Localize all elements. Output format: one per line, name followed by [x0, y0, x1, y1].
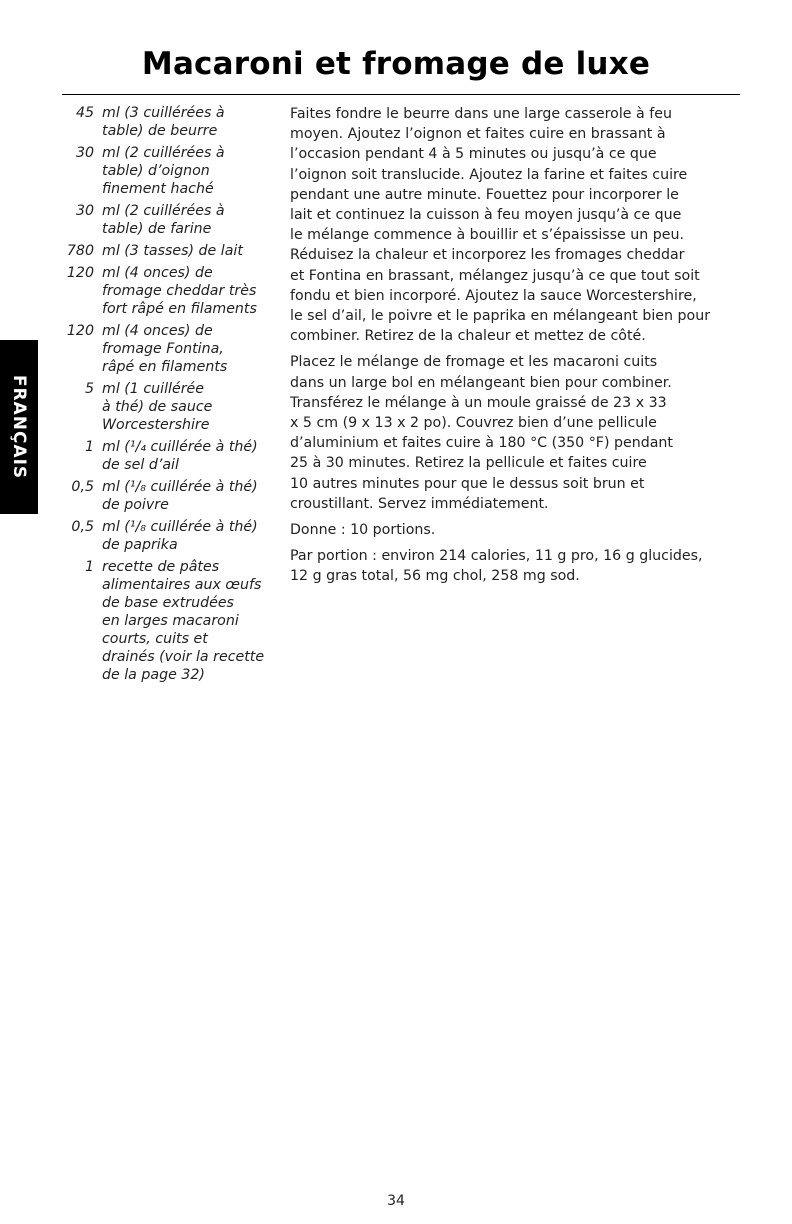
directions-step-sauce: Faites fondre le beurre dans une large casserole à feu moyen. Ajoutez l’oignon et faites cuire en brassant à l’occasion pendant 4 à 5 minutes ou jusqu’à ce que l’oignon soit translucide. Ajoutez la farine et faites cuire pendant une autre minute. Fouettez pour incorporer le lait et continuez la cuisson à feu moyen jusqu’à ce que le mélange commence à bouillir et s’épaississe un peu. Réduisez la chaleur et incorporez les fromages cheddar et Fontina en brassant, mélangez jusqu’à ce que tout soit fondu et bien incorporé. Ajoutez la sauce Worcestershire, le sel d’ail, le poivre et le paprika en mélangeant bien pour combiner. Retirez de la chaleur et mettez de côté.	[290, 106, 711, 345]
ingredient-item	[54, 202, 280, 238]
ingredient-item	[54, 104, 280, 140]
page-number: 34	[387, 1193, 405, 1209]
directions-step-bake: Placez le mélange de fromage et les macaroni cuits dans un large bol en mélangeant bien pour combiner. Transférez le mélange à un moule graissé de 23 x 33 x 5 cm (9 x 13 x 2 po). Couvrez bien d’une pellicule d’aluminium et faites cuire à 180 °C (350 °F) pendant 25 à 30 minutes. Retirez la pellicule et faites cuire 10 autres minutes pour que le dessus soit brun et croustillant. Servez immédiatement.	[290, 354, 673, 512]
ingredient-item	[54, 438, 280, 474]
ingredient-description: ml (¹/₄ cuillérée à thé) de sel d’ail	[102, 439, 258, 473]
ingredient-quantity: 30	[75, 145, 94, 161]
ingredient-quantity: 45	[75, 105, 94, 121]
title-divider	[62, 94, 740, 95]
language-tab	[0, 340, 38, 514]
recipe-directions	[290, 104, 742, 593]
ingredient-description: ml (4 onces) de fromage cheddar très fort râpé en filaments	[102, 265, 257, 317]
ingredient-description: ml (2 cuillérées à table) de farine	[102, 203, 225, 237]
ingredient-description: ml (4 onces) de fromage Fontina, râpé en filaments	[102, 323, 228, 375]
ingredient-quantity: 30	[75, 203, 94, 219]
ingredient-item	[54, 558, 280, 684]
ingredient-description: ml (3 tasses) de lait	[102, 243, 243, 259]
ingredient-description: ml (2 cuillérées à table) d’oignon finement haché	[102, 145, 225, 197]
ingredient-item	[54, 264, 280, 318]
ingredient-quantity: 0,5	[71, 519, 94, 535]
ingredient-description: ml (1 cuillérée à thé) de sauce Worcestershire	[102, 381, 213, 433]
ingredient-description: recette de pâtes alimentaires aux œufs de base extrudées en larges macaroni courts, cuits et drainés (voir la recette de la page 32)	[102, 559, 265, 683]
nutrition-info: Par portion : environ 214 calories, 11 g pro, 16 g glucides, 12 g gras total, 56 mg chol, 258 mg sod.	[290, 548, 703, 585]
ingredient-quantity: 120	[66, 323, 94, 339]
yield-text: Donne : 10 portions.	[290, 522, 436, 539]
language-tab-label: FRANÇAIS	[9, 374, 29, 480]
ingredient-item	[54, 322, 280, 376]
ingredient-item	[54, 478, 280, 514]
ingredient-quantity: 120	[66, 265, 94, 281]
ingredient-quantity: 0,5	[71, 479, 94, 495]
recipe-title: Macaroni et fromage de luxe	[141, 46, 651, 82]
ingredient-quantity: 5	[84, 381, 94, 397]
ingredient-item	[54, 380, 280, 434]
ingredient-item	[54, 242, 280, 260]
ingredient-description: ml (¹/₈ cuillérée à thé) de poivre	[102, 479, 258, 513]
ingredient-item	[54, 144, 280, 198]
ingredient-quantity: 780	[66, 243, 94, 259]
ingredient-item	[54, 518, 280, 554]
ingredient-description: ml (¹/₈ cuillérée à thé) de paprika	[102, 519, 258, 553]
ingredient-quantity: 1	[84, 439, 94, 455]
ingredient-quantity: 1	[84, 559, 94, 575]
ingredient-description: ml (3 cuillérées à table) de beurre	[102, 105, 225, 139]
ingredient-list	[54, 104, 280, 688]
